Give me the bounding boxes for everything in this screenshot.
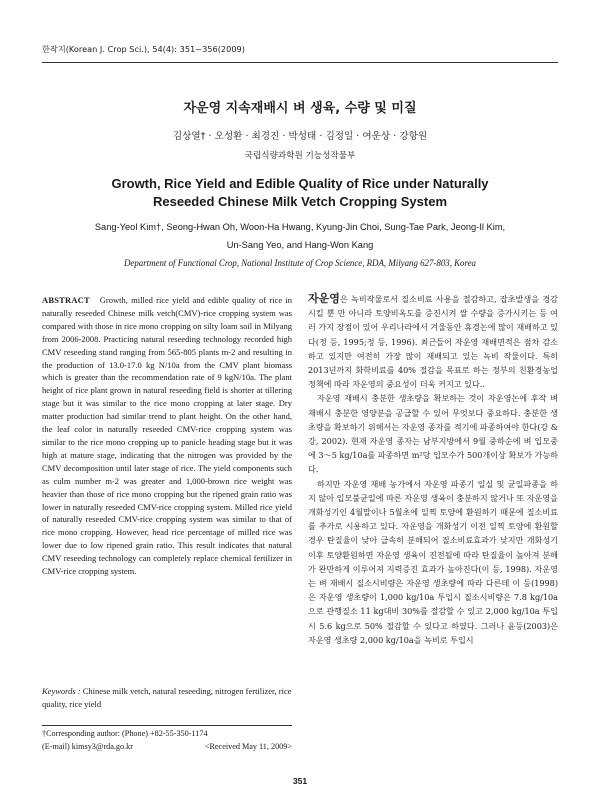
authors-english-line-2: Un-Sang Yeo, and Hang-Won Kang	[226, 240, 374, 250]
footnote-rule	[42, 725, 292, 726]
header-rule	[42, 62, 558, 63]
page-number: 351	[292, 776, 308, 786]
title-english-line-1: Growth, Rice Yield and Edible Quality of Rice under Naturally	[111, 176, 489, 191]
correspondence-footnote	[42, 728, 292, 753]
corresponding-author: †Corresponding author: (Phone) +82-55-350-1174	[42, 729, 208, 738]
title-english-line-2: Reseeded Chinese Milk Vetch Cropping System	[152, 194, 448, 209]
abstract-label: ABSTRACT	[42, 295, 90, 305]
keywords-label: Keywords :	[42, 686, 81, 696]
author-email: (E-mail) kimsy3@rda.go.kr	[42, 741, 133, 751]
lead-word: 자운영	[308, 292, 340, 305]
title-korean: 자운영 지속재배시 벼 생육, 수량 및 미질	[183, 101, 417, 116]
body-paragraph-1	[308, 292, 558, 391]
body-text	[308, 292, 558, 647]
journal-citation: 한작지(Korean J. Crop Sci.), 54(4): 351~356(2009)	[42, 44, 245, 54]
body-paragraph-2: 자운영 재배시 충분한 생초량을 확보하는 것이 자운영논에 후작 벼 재배시 충분한 영양분을 공급할 수 있어 무엇보다 중요하다. 충분한 생초량을 확보하기 위해서는 자운영 종자를 적기에 파종하여야 한다(강 & 강, 2002). 현재 자운영 종자는 남부지방에서 9월 중하순에 벼 입모중에 3～5 kg/10a를 파종하면 m²당 입모수가 500개이상 확보가 가능하다.	[308, 393, 558, 475]
authors-korean: 김상열† · 오성환 · 최경진 · 박성태 · 김정일 · 여운상 · 강항원	[172, 131, 428, 142]
keywords-text: Chinese milk vetch, natural reseeding, nitrogen fertilizer, rice quality, rice yield	[42, 686, 292, 709]
title-english	[0, 175, 600, 211]
abstract	[42, 294, 292, 578]
abstract-text: Growth, milled rice yield and edible quality of rice in naturally reseeded Chinese milk vetch(CMV)-rice cropping system was compared with those in rice mono cropping on silty loam soil in Milyang from 2006-2008. Practicing natural reseeding technology recorded high CMV reseeding stand ranging from 565-805 plants m-2 and resulting in the production of 13.0-17.0 kg N/10a from the CMV plant biomass which is greater than the recommendation rate of 9 kgN/10a. The plant height of rice plant grown in natural reseeding field is shorter at tillering stage but it was similar to the rice mono cropping at later stage. Dry matter production had similar trend to plant height. On the other hand, the leaf color in naturally reseeded CMV-rice cropping system was similar to the rice mono cropping up to panicle heading stage but it was high at mature stage, indicating that the nitrogen was provided by the CMV decomposition until later stage of rice. The yield components such as culm number m-2 was greater and 1,000-brown rice weight was heavier than those of rice mono cropping but the ripened grain ratio was lower in naturally reseeded CMV-rice cropping system. Milled rice yield of naturally reseeded CMV-rice cropping system was similar to that of rice mono cropping. However, head rice percentage of milled rice was lower due to low ripened grain ratio. This result indicates that natural CMV reseeding technology can completely replace chemical fertilizer in CMV-rice cropping system.	[42, 295, 293, 577]
authors-english-line-1: Sang-Yeol Kim†, Seong-Hwan Oh, Woon-Ha Hwang, Kyung-Jin Choi, Sung-Tae Park, Jeong-Il Kim,	[94, 222, 506, 232]
keywords	[42, 685, 292, 711]
body-paragraph-3: 하지만 자운영 재배 농가에서 자운영 파종기 일실 및 균일파종을 하지 않아 입모불균일에 따른 자운영 생육이 충분하지 않거나 또 자운영을 개화성기인 4월말이나 5월초에 일찍 토양에 환원하기 때문에 질소비료를 추가로 시용하고 있다. 자운영을 개화성기 이전 일찍 토양에 환원할 경우 탄질율이 낮아 급속히 분해되어 질소비료효과가 낮지만 개화성기이후 토양환원하면 자운영 생육이 진전될에 따라 탄질율이 높아져 분해가 완만하게 이루어져 지력증진 효과가 높아진다(이 등, 1998). 자운영는 벼 재배시 질소시비량은 자운영 생초량에 따라 다른데 이 등(1998)은 자운영 생초량이 1,000 kg/10a 투입시 질소시비량은 7.8 kg/10a으로 관행질소 11 kg대비 30%를 절감할 수 있고 2,000 kg/10a 투입시 5.6 kg으로 50% 절감할 수 있다고 하였다. 그러나 윤등(2003)은 자운영 생초량 2,000 kg/10a을 녹비로 투입시	[308, 478, 558, 645]
body-paragraph-1-text: 은 녹비작물로서 질소비료 사용을 절감하고, 잡초발생을 경감시킬 뿐 만 아니라 토양비옥도를 증진시켜 쌀 수량을 증가시키는 등 여러 가지 장점이 있어 우리나라에서 겨울동안 휴경논에 많이 재배하고 있다(정 등, 1995;정 등, 1996). 최근들어 자운영 재배면적은 점차 감소하고 있지만 여전히 가장 많이 재배되고 있는 녹비 작물이다. 특히 2013년까지 화학비료를 40% 절감을 목표로 하는 정부의 친환경농업정책에 따라 자운영의 중요성이 더욱 커지고 있다..	[308, 294, 558, 390]
affiliation-korean: 국립식량과학원 기능성작물부	[244, 151, 356, 161]
received-date: <Received May 11, 2009>	[204, 741, 292, 751]
authors-english	[40, 218, 560, 254]
affiliation-english: Department of Functional Crop, National Institute of Crop Science, RDA, Milyang 627-803, Korea	[124, 258, 476, 268]
